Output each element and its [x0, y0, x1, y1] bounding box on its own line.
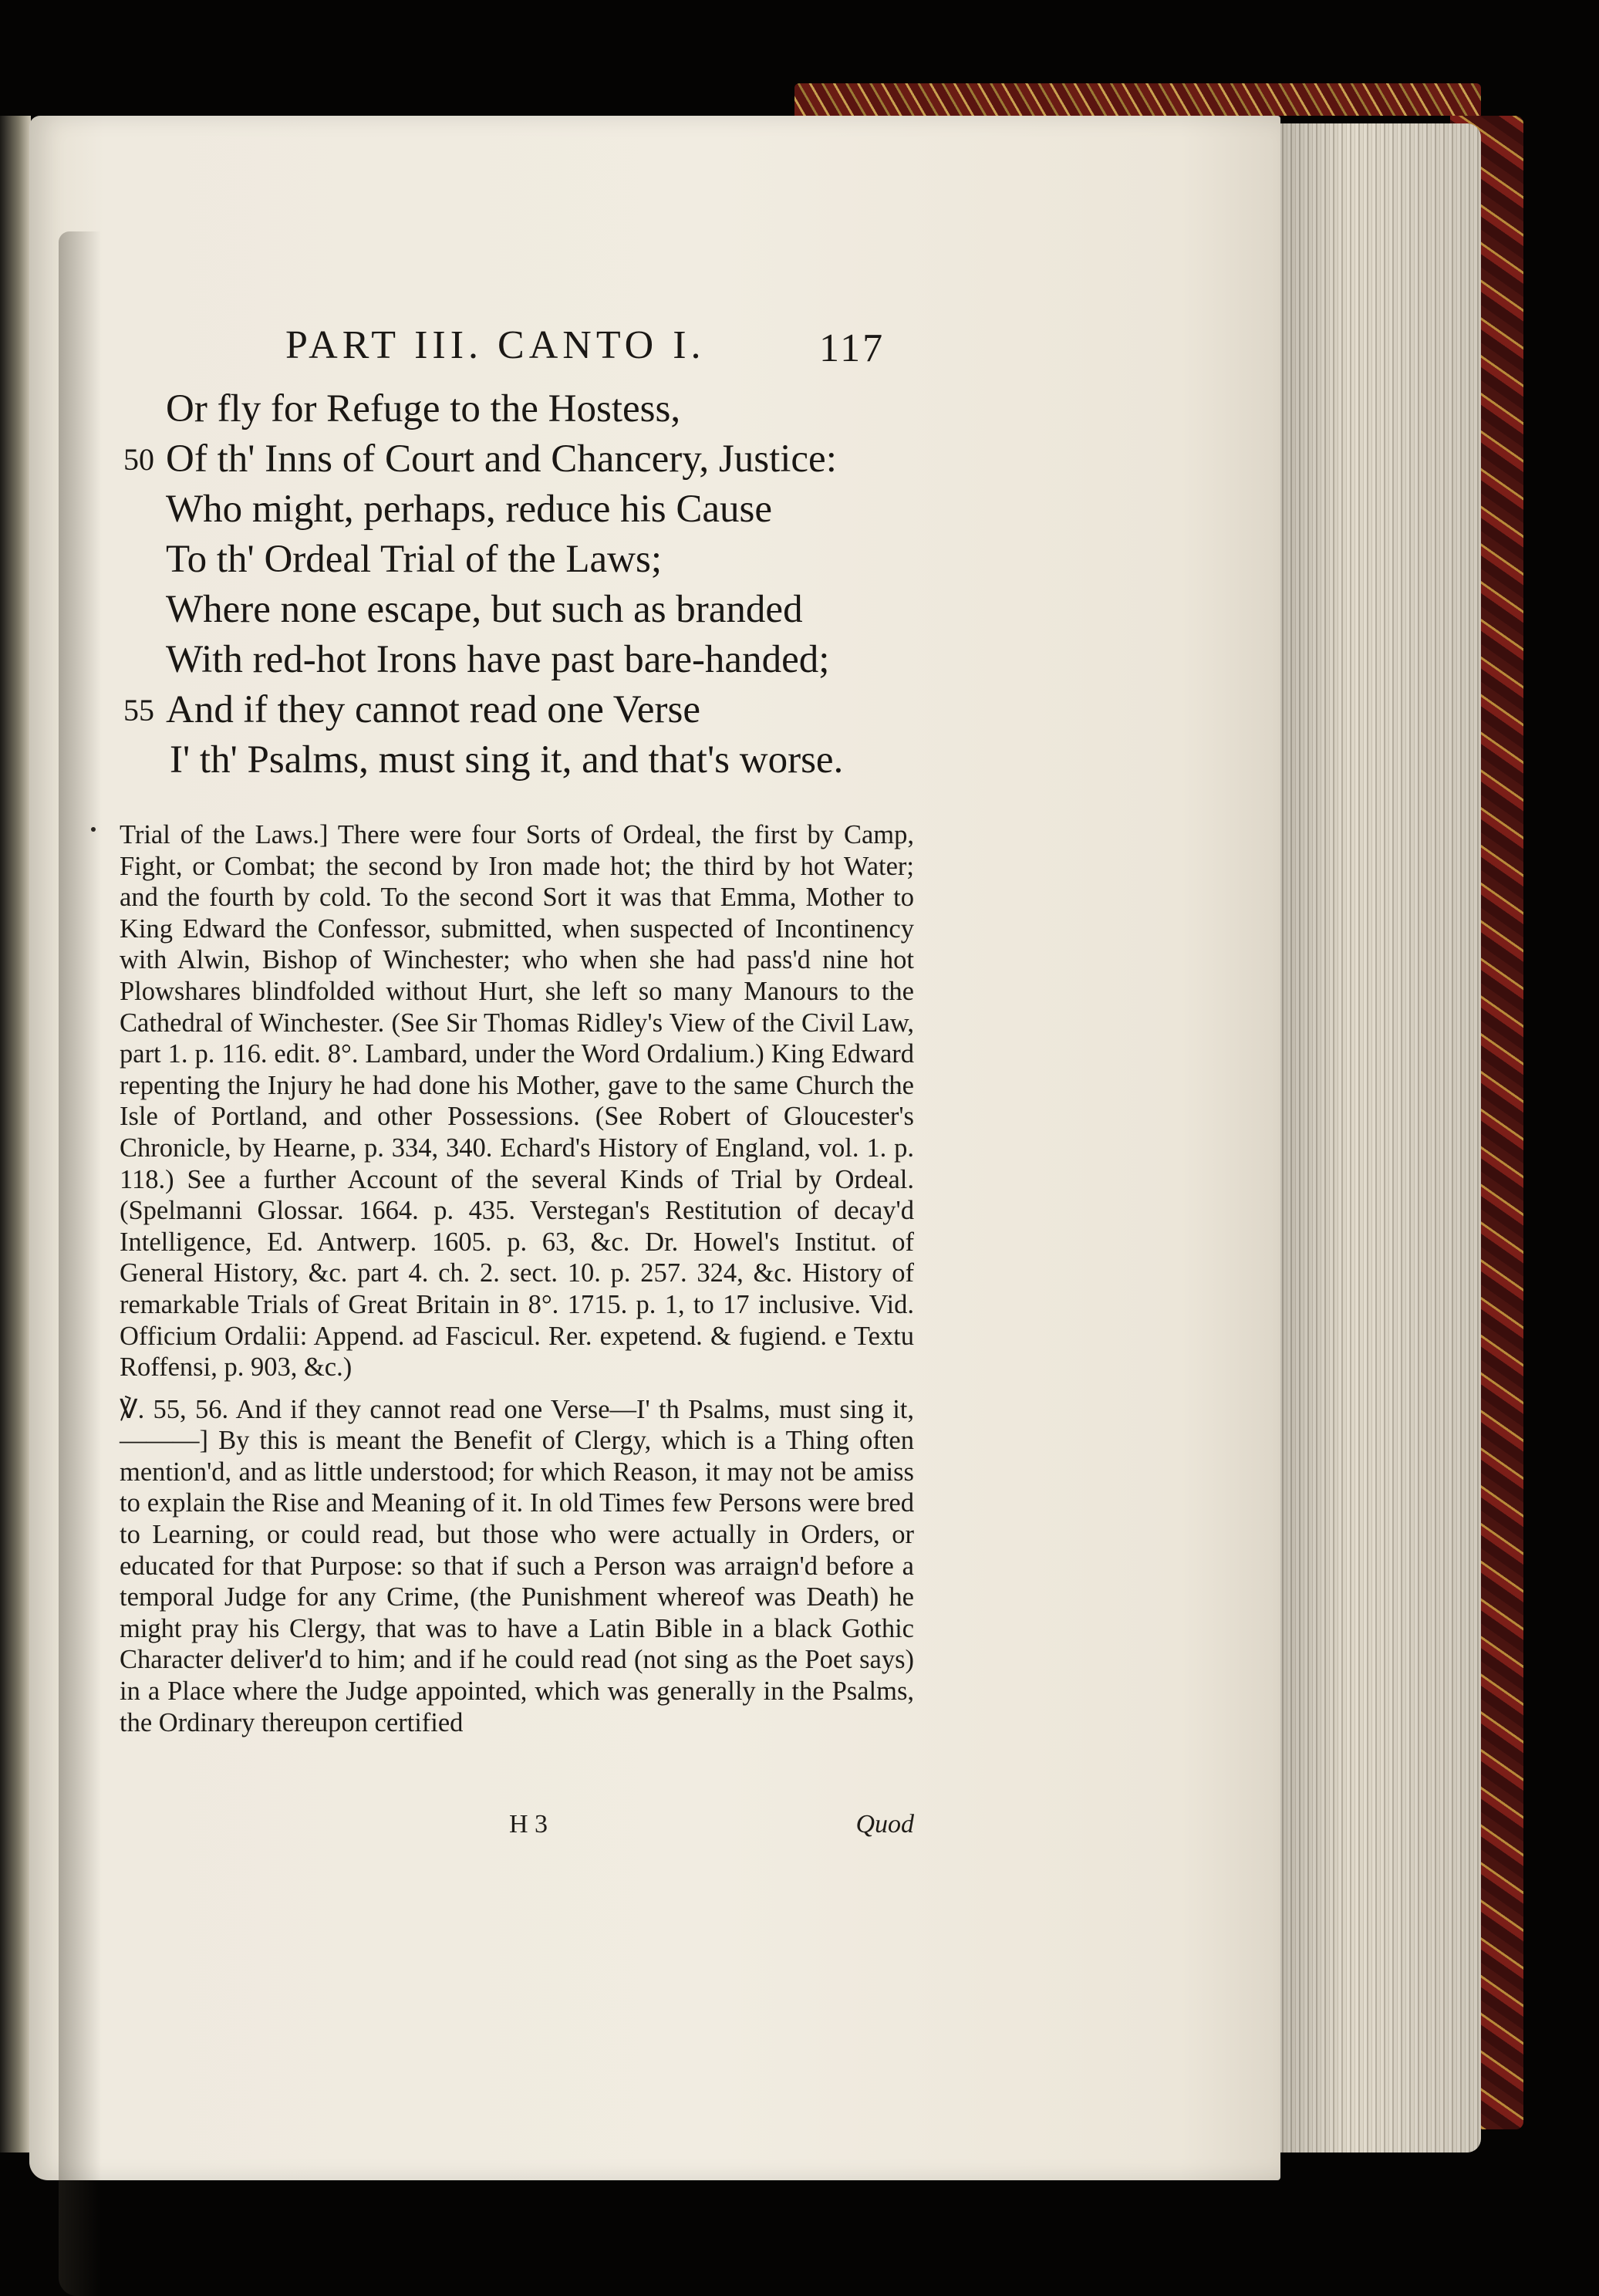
signature-mark: H 3	[509, 1810, 548, 1838]
verse-line	[123, 485, 1049, 535]
verse-text: Or fly for Refuge to the Hostess,	[166, 387, 681, 430]
verse-line	[123, 635, 1049, 685]
verse-text: I' th' Psalms, must sing it, and that's worse.	[170, 738, 844, 782]
gilt-cover-top	[794, 83, 1481, 116]
verse-line	[123, 685, 1049, 735]
left-cover-edge	[0, 116, 31, 2152]
verse-text: And if they cannot read one Verse	[166, 688, 700, 731]
verse-line	[123, 535, 1049, 585]
verse-text: Who might, perhaps, reduce his Cause	[166, 488, 773, 531]
verse-text: To th' Ordeal Trial of the Laws;	[166, 538, 663, 581]
catchword: Quod	[855, 1810, 914, 1838]
gutter-shadow	[59, 231, 101, 2296]
note-ordeal: Trial of the Laws.] There were four Sorts of Ordeal, the first by Camp, Fight, or Combat; the second by Iron made hot; the third by hot Water; and the fourth by cold. To the second Sort it was that Emma, Mother to King Edward the Confessor, submitted, when suspected of Incontinency with Alwin, Bishop of Winchester; who when she had pass'd nine hot Plowshares blindfolded without Hurt, she left so many Manours to the Cathedral of Winchester. (See Sir Thomas Ridley's View of the Civil Law, part 1. p. 116. edit. 8°. Lambard, under the Word Ordalium.) King Edward repenting the Injury he had done his Mother, gave to the same Church the Isle of Portland, and other Possessions. (See Robert of Gloucester's Chronicle, by Hearne, p. 334, 340. Echard's History of England, vol. 1. p. 118.) See a further Account of the several Kinds of Trial by Ordeal. (Spelmanni Glossar. 1664. p. 435. Verstegan's Restitution of decay'd Intelligence, Ed. Antwerp. 1605. p. 63, &c. Dr. Howel's Institut. of General History, &c. part 4. ch. 2. sect. 10. p. 257. 324, &c. History of remarkable Trials of Great Britain in 8°. 1715. p. 1, to 17 inclusive. Vid. Officium Ordalii: Append. ad Fascicul. Rer. expetend. & fugiend. e Textu Roffensi, p. 903, &c.)	[120, 820, 914, 1383]
page-header	[285, 322, 941, 384]
line-number: 50	[123, 442, 154, 477]
verse-line	[123, 434, 1049, 485]
verse-text: With red-hot Irons have past bare-handed;	[166, 638, 830, 681]
verse-block	[123, 384, 1049, 785]
running-head: PART III. CANTO I.	[285, 323, 706, 367]
page-stack-shade	[1265, 123, 1481, 2152]
verse-line	[123, 384, 1049, 434]
footnotes	[120, 819, 914, 1738]
verse-text: Where none escape, but such as branded	[166, 588, 803, 631]
verse-text: Of th' Inns of Court and Chancery, Justice:	[166, 437, 837, 481]
page-footer	[120, 1810, 914, 1844]
verse-line	[123, 585, 1049, 635]
margin-dot	[91, 827, 96, 832]
verse-line	[123, 735, 1049, 785]
page-number: 117	[819, 326, 886, 370]
note-benefit-of-clergy: ℣. 55, 56. And if they cannot read one Verse—I' th Psalms, must sing it,———] By this is meant the Benefit of Clergy, which is a Thing often mention'd, and as little understood; for which Reason, it may not be amiss to explain the Rise and Meaning of it. In old Times few Persons were bred to Learning, or could read, but those who were actually in Orders, or educated for that Purpose: so that if such a Person was arraign'd before a temporal Judge for any Crime, (the Punishment whereof was Death) he might pray his Clergy, that was to have a Latin Bible in a black Gothic Character deliver'd to him; and if he could read (not sing as the Poet says) in a Place where the Judge appointed, which was generally in the Psalms, the Ordinary thereupon certified	[120, 1394, 914, 1737]
line-number: 55	[123, 693, 154, 728]
